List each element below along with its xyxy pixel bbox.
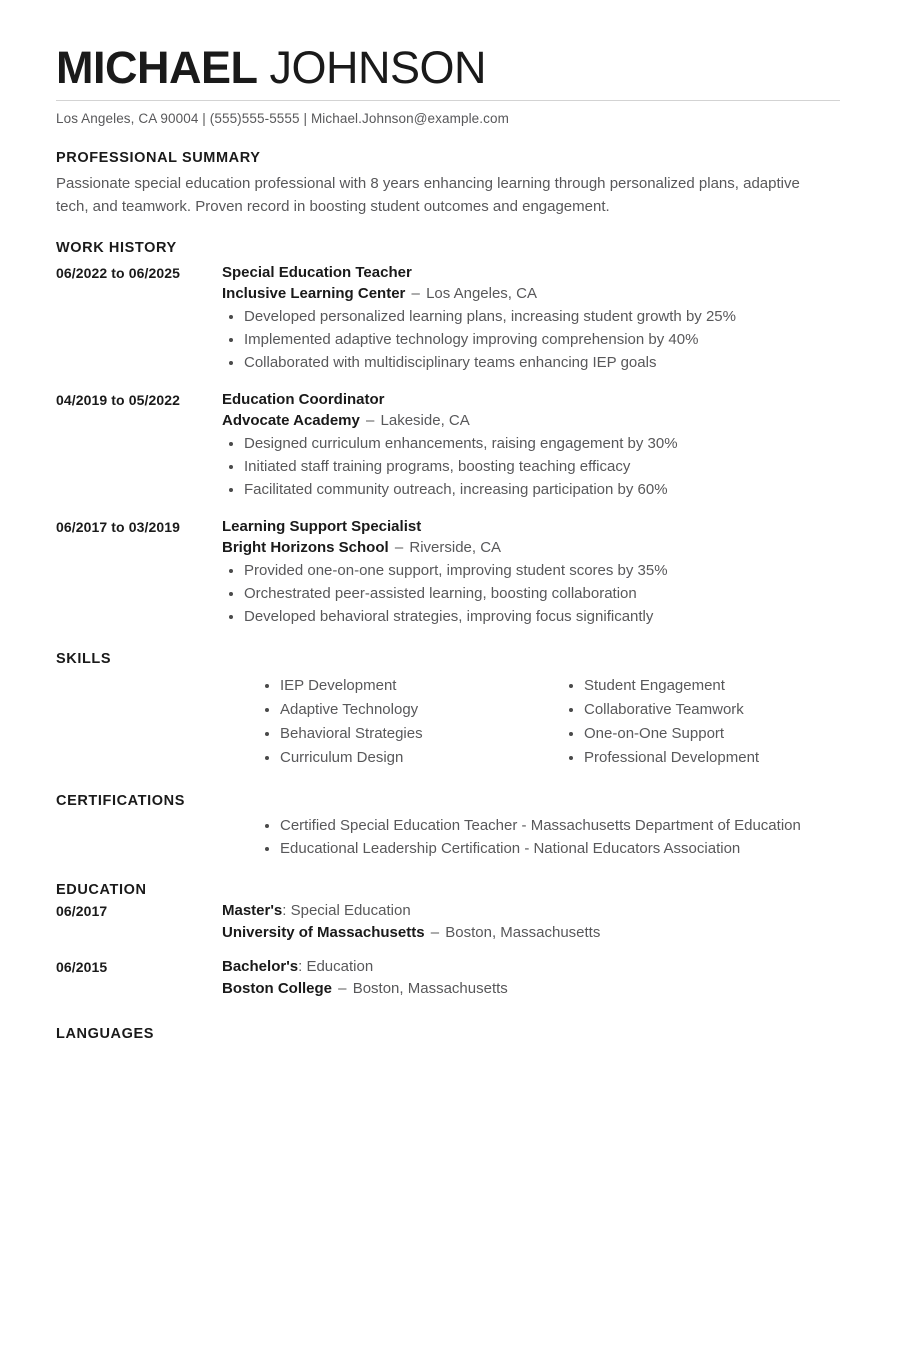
work-entry-title: Special Education Teacher <box>222 264 412 281</box>
organization-location-separator: – <box>390 539 408 556</box>
education-school-name: University of Massachusetts <box>222 924 425 941</box>
header-divider <box>56 100 840 101</box>
contact-line: Los Angeles, CA 90004 | (555)555-5555 | Michael.Johnson@example.com <box>56 111 509 126</box>
skill-item: Professional Development <box>562 747 866 769</box>
education-school-name: Boston College <box>222 980 333 997</box>
skills-column-left <box>258 673 562 771</box>
skills-block <box>222 673 840 771</box>
school-location-separator: – <box>334 980 351 997</box>
education-entry-body <box>222 900 840 944</box>
work-entry-location: Los Angeles, CA <box>426 285 537 302</box>
work-history-list <box>56 262 840 629</box>
work-entry-body <box>222 262 840 375</box>
work-entry-location: Riverside, CA <box>409 539 502 556</box>
skill-item: Collaborative Teamwork <box>562 699 866 721</box>
work-history-entry <box>56 262 840 375</box>
list-item: Provided one-on-one support, improving student scores by 35% <box>222 560 822 582</box>
work-history-entry <box>56 389 840 502</box>
list-item: Developed personalized learning plans, increasing student growth by 25% <box>222 306 822 328</box>
organization-location-separator: – <box>407 285 425 302</box>
skills-column-right <box>562 673 866 771</box>
list-item: Facilitated community outreach, increasing participation by 60% <box>222 479 822 501</box>
last-name: JOHNSON <box>269 42 487 93</box>
work-entry-organization: Bright Horizons School <box>222 539 389 556</box>
list-item: Implemented adaptive technology improving comprehension by 40% <box>222 329 822 351</box>
page-title <box>56 42 840 94</box>
education-entry <box>56 900 840 944</box>
work-entry-dates: 06/2022 to 06/2025 <box>56 265 181 281</box>
work-entry-location: Lakeside, CA <box>380 412 470 429</box>
education-degree-field: : Education <box>298 958 374 975</box>
work-entry-body <box>222 389 840 502</box>
section-heading-summary: PROFESSIONAL SUMMARY <box>56 150 261 166</box>
skill-item: Behavioral Strategies <box>258 723 562 745</box>
organization-location-separator: – <box>361 412 379 429</box>
summary-text: Passionate special education professional with 8 years enhancing learning through personalized plans, adaptive tech, and teamwork. Proven record in boosting student outcomes and engagement. <box>56 175 800 215</box>
list-item: Designed curriculum enhancements, raising engagement by 30% <box>222 433 822 455</box>
skill-item: Student Engagement <box>562 675 866 697</box>
education-degree-line <box>222 900 840 922</box>
work-entry-title: Education Coordinator <box>222 391 385 408</box>
education-entry-body <box>222 956 840 1000</box>
work-entry-bullets <box>222 433 822 501</box>
education-degree-label: Master's <box>222 902 283 919</box>
education-school-line <box>222 978 840 1000</box>
work-entry-dates: 06/2017 to 03/2019 <box>56 519 181 535</box>
work-entry-organization-line <box>222 283 840 304</box>
certifications-block <box>222 815 840 860</box>
work-entry-dates: 04/2019 to 05/2022 <box>56 392 181 408</box>
education-degree-field: : Special Education <box>282 902 411 919</box>
work-entry-bullets <box>222 306 822 374</box>
list-item: Collaborated with multidisciplinary teams enhancing IEP goals <box>222 352 822 374</box>
education-entry-date: 06/2015 <box>56 959 108 975</box>
work-entry-organization: Inclusive Learning Center <box>222 285 406 302</box>
section-heading-education: EDUCATION <box>56 882 147 898</box>
education-location: Boston, Massachusetts <box>352 980 508 997</box>
section-heading-certifications: CERTIFICATIONS <box>56 793 185 809</box>
work-entry-organization-line <box>222 537 840 558</box>
certification-item: Certified Special Education Teacher - Massachusetts Department of Education <box>258 815 840 837</box>
work-entry-bullets <box>222 560 822 628</box>
first-name: MICHAEL <box>56 42 258 93</box>
section-heading-skills: SKILLS <box>56 651 112 667</box>
education-degree-label: Bachelor's <box>222 958 299 975</box>
work-entry-title: Learning Support Specialist <box>222 518 422 535</box>
list-item: Initiated staff training programs, boosting teaching efficacy <box>222 456 822 478</box>
skill-item: IEP Development <box>258 675 562 697</box>
list-item: Developed behavioral strategies, improving focus significantly <box>222 606 822 628</box>
skill-item: One-on-One Support <box>562 723 866 745</box>
skill-item: Curriculum Design <box>258 747 562 769</box>
education-list <box>56 900 840 1000</box>
education-degree-line <box>222 956 840 978</box>
education-location: Boston, Massachusetts <box>445 924 601 941</box>
certification-item: Educational Leadership Certification - National Educators Association <box>258 838 840 860</box>
work-entry-organization-line <box>222 410 840 431</box>
skill-item: Adaptive Technology <box>258 699 562 721</box>
education-entry <box>56 956 840 1000</box>
section-heading-languages: LANGUAGES <box>56 1026 155 1042</box>
work-history-entry <box>56 516 840 629</box>
school-location-separator: – <box>426 924 444 941</box>
work-entry-body <box>222 516 840 629</box>
education-entry-date: 06/2017 <box>56 903 108 919</box>
education-school-line <box>222 922 840 944</box>
work-entry-organization: Advocate Academy <box>222 412 360 429</box>
section-heading-work-history: WORK HISTORY <box>56 240 177 256</box>
list-item: Orchestrated peer-assisted learning, boosting collaboration <box>222 583 822 605</box>
